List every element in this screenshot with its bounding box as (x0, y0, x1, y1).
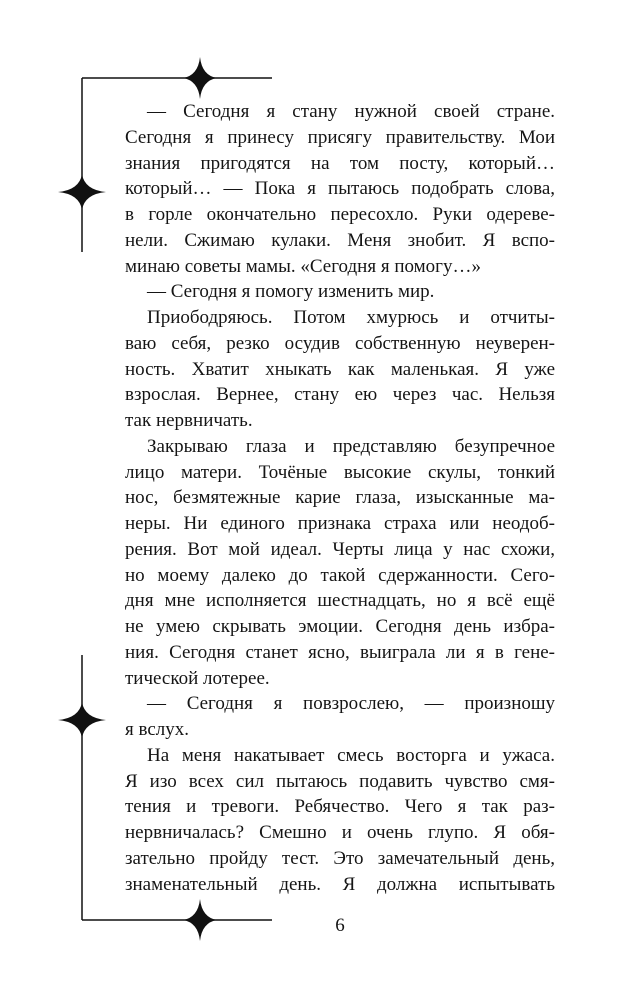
text-line: который… — Пока я пытаюсь подобрать слова, (125, 178, 555, 200)
star-ornament-icon (58, 702, 106, 738)
paragraph (125, 99, 555, 279)
text-line: в горле окончательно пересохло. Руки одереве- (125, 204, 555, 225)
text-line: ность. Хватит хныкать как маленькая. Я уже (125, 358, 555, 380)
text-line: нервничалась? Смешно и очень глупо. Я обя- (125, 822, 555, 843)
text-line: но моему далеко до такой сдержанности. Сего- (125, 564, 555, 586)
text-line: зательно пройду тест. Это замечательный день, (125, 847, 555, 869)
text-line: — Сегодня я помогу изменить мир. (147, 281, 435, 303)
text-line: я вслух. (125, 719, 190, 740)
text-line: не умею скрывать эмоции. Сегодня день избра- (125, 616, 555, 637)
text-line: ваю себя, резко осудив собственную неуверен- (125, 332, 555, 354)
text-line: знаменательный день. Я должна испытывать (125, 873, 555, 895)
paragraph (125, 743, 555, 898)
text-line: тической лотерее. (125, 667, 270, 689)
text-line: нели. Сжимаю кулаки. Меня знобит. Я вспо- (125, 229, 555, 251)
text-line: знания пригодятся на том посту, который… (125, 152, 555, 174)
text-line: — Сегодня я повзрослею, — произношу (147, 693, 555, 715)
text-line: Я изо всех сил пытаюсь подавить чувство смя- (125, 770, 555, 792)
text-line: Приободряюсь. Потом хмурюсь и отчиты- (147, 307, 555, 328)
text-line: ния. Сегодня станет ясно, выиграла ли я в гене- (125, 641, 555, 663)
text-line: — Сегодня я стану нужной своей стране. (147, 101, 555, 122)
text-line: дня мне исполняется шестнадцать, но я всё ещё (125, 590, 555, 612)
text-line: так нервничать. (125, 410, 253, 431)
text-line: тения и тревоги. Ребячество. Чего я так раз- (125, 796, 555, 818)
page-body-text (125, 99, 555, 897)
text-line: нос, безмятежные карие глаза, изысканные ма- (125, 487, 555, 509)
text-line: лицо матери. Точёные высокие скулы, тонкий (125, 461, 555, 483)
text-line: Сегодня я принесу присягу правительству. Мои (125, 126, 555, 148)
text-line: Закрываю глаза и представляю безупречное (147, 435, 555, 457)
text-line: минаю советы мамы. «Сегодня я помогу…» (125, 255, 481, 277)
text-line: На меня накатывает смесь восторга и ужаса. (147, 744, 555, 766)
page-number: 6 (335, 915, 345, 936)
text-line: взрослая. Вернее, стану ею через час. Нельзя (125, 384, 555, 406)
paragraph (125, 691, 555, 743)
paragraph (125, 434, 555, 692)
paragraph (125, 279, 555, 305)
text-line: рения. Вот мой идеал. Черты лица у нас схожи, (125, 538, 555, 560)
paragraph (125, 305, 555, 434)
text-line: неры. Ни единого признака страха или неодоб- (125, 513, 555, 534)
star-ornament-icon (58, 174, 106, 210)
star-ornament-icon (183, 57, 217, 99)
